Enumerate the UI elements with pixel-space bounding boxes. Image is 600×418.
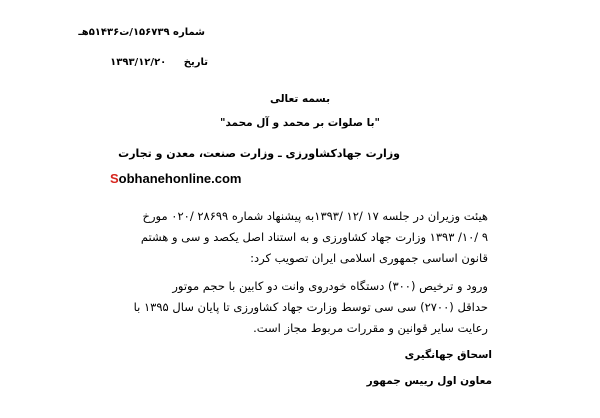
number-label: شماره (173, 27, 205, 38)
paragraph2-line3: رعایت سایر قوانین و مقررات مربوط مجاز است. (253, 321, 488, 335)
paragraph2-line2: حداقل (۲۷۰۰) سی سی توسط وزارت جهاد کشاورزی تا پایان سال ۱۳۹۵ با (133, 300, 488, 314)
paragraph1-line3: قانون اساسی جمهوری اسلامی ایران تصویب کرد: (250, 251, 488, 265)
watermark-first-letter: S (110, 171, 119, 186)
document-date (110, 57, 208, 68)
reference-number (78, 27, 205, 38)
date-value: ۱۳۹۳/۱۲/۲۰ (110, 57, 167, 68)
basmala-heading: بسمه تعالی (269, 93, 331, 105)
signatory-name: اسحاق جهانگیری (404, 349, 492, 361)
watermark-rest: obhanehonline.com (118, 171, 242, 186)
paragraph1-line2: ۹ /۱۰/ ۱۳۹۳ وزارت جهاد کشاورزی و به استناد اصل یکصد و سی و هشتم (140, 230, 488, 244)
date-label: تاریخ (183, 57, 208, 68)
addressee-line: وزارت جهادکشاورزی ـ وزارت صنعت، معدن و تجارت (118, 147, 400, 160)
salawat-line: "با صلوات بر محمد و آل محمد" (220, 117, 380, 129)
paragraph1-line1: هیئت وزیران در جلسه ۱۷ /۱۲ /۱۳۹۳به پیشنهاد شماره ۲۸۶۹۹ /۰۲۰ مورخ (142, 209, 488, 223)
number-value: ۱۵۶۷۳۹/ت۵۱۴۳۶هـ (78, 27, 170, 38)
site-watermark (110, 171, 241, 186)
signatory-title: معاون اول رییس جمهور (366, 375, 492, 387)
paragraph2-line1: ورود و ترخیص (۳۰۰) دستگاه خودروی وانت دو کابین با حجم موتور (172, 279, 488, 293)
